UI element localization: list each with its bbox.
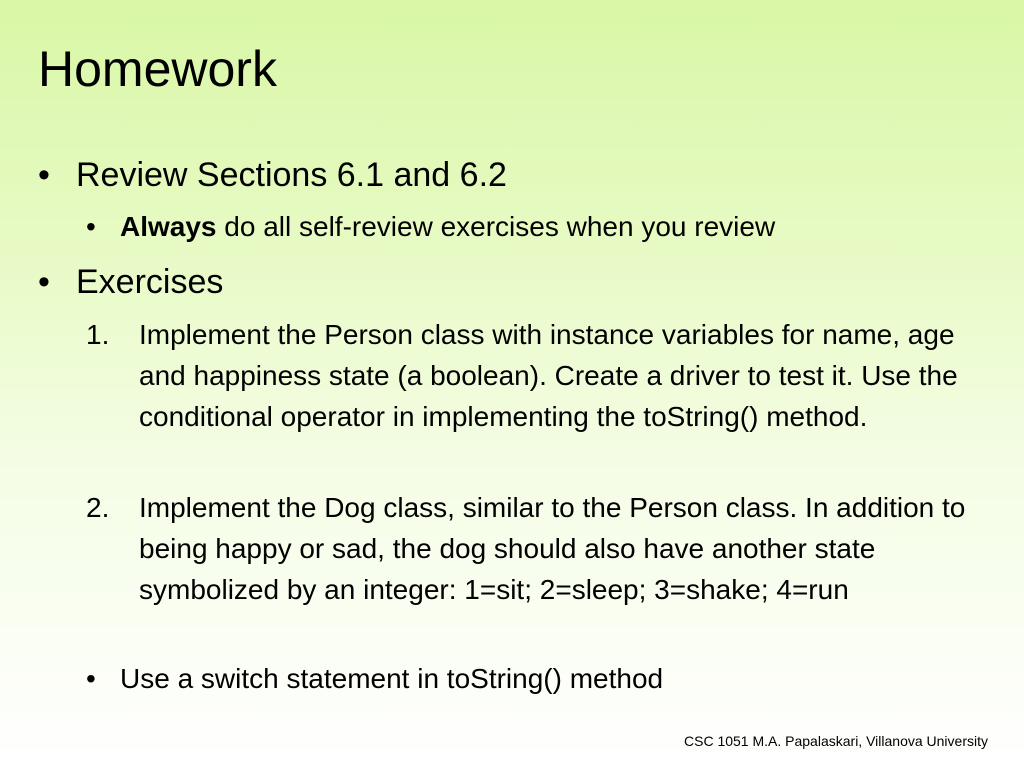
- bullet-icon: •: [38, 263, 50, 301]
- exercise-item-1: [86, 314, 986, 437]
- item-number: 2.: [86, 492, 110, 523]
- slide-title: Homework: [38, 41, 277, 97]
- sub-bullet-always-review: [86, 211, 775, 243]
- emphasis-text: Always: [120, 211, 217, 242]
- sub-bullet-text: Use a switch statement in toString() method: [120, 663, 664, 694]
- bullet-icon: •: [38, 156, 50, 194]
- item-number: 1.: [86, 319, 110, 350]
- exercise-text: Implement the Dog class, similar to the Person class. In addition to being happy or sad, the dog should also have another state symbolized by an integer: 1=sit; 2=sleep; 3=shake; 4=run: [139, 492, 966, 605]
- bullet-exercises: [38, 262, 223, 302]
- bullet-icon: •: [86, 211, 96, 242]
- bullet-icon: •: [86, 663, 96, 694]
- exercise-text: Implement the Person class with instance variables for name, age and happiness state (a boolean). Create a driver to test it. Use the conditional operator in implementing the toString() method.: [139, 319, 958, 432]
- bullet-text: Exercises: [76, 263, 224, 301]
- slide-footer: CSC 1051 M.A. Papalaskari, Villanova University: [684, 733, 988, 749]
- sub-bullet-switch-statement: [86, 663, 663, 695]
- bullet-review-sections: [38, 155, 507, 195]
- sub-bullet-text: do all self-review exercises when you review: [216, 211, 776, 242]
- bullet-text: Review Sections 6.1 and 6.2: [76, 156, 507, 194]
- exercise-item-2: [86, 487, 986, 610]
